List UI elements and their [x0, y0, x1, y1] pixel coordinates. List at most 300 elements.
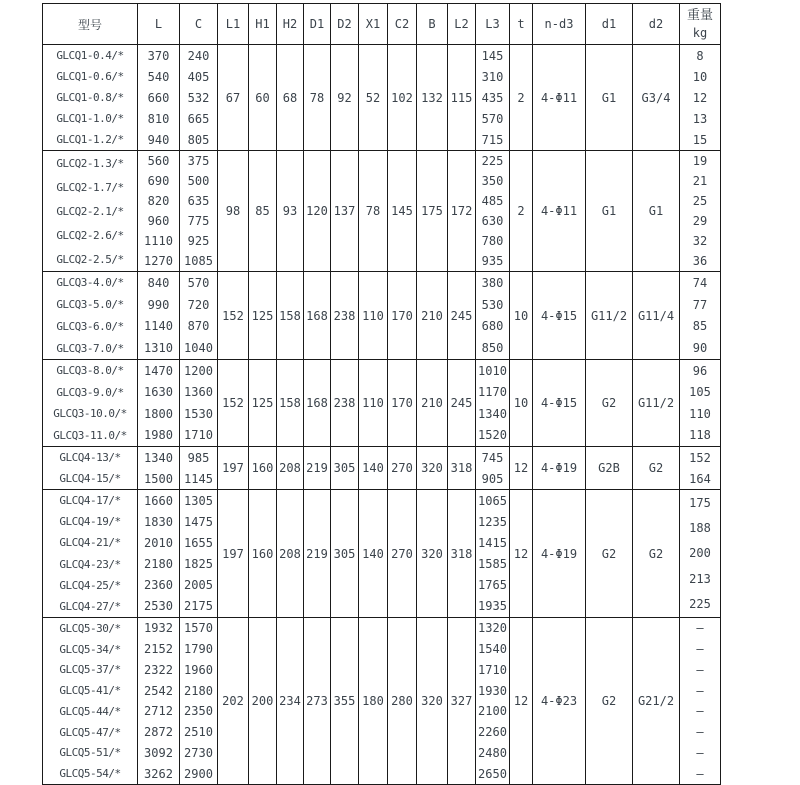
- dim-C-value: 665: [187, 111, 210, 126]
- dim-L3-value: 780: [481, 234, 504, 248]
- thread-d2-value: G11/2: [633, 360, 680, 447]
- dim-L1-value: 197: [218, 490, 249, 618]
- dim-C-stack: [180, 618, 217, 784]
- dim-L3-stack: [476, 360, 509, 446]
- thread-d2-value: G21/2: [633, 618, 680, 785]
- dim-L3-column-cell: [476, 618, 510, 785]
- model-value: GLCQ3-5.0/*: [56, 298, 124, 312]
- dim-L3-value: 225: [481, 154, 504, 168]
- dim-L3-value: 1320: [478, 621, 507, 636]
- dim-C-column-cell: [180, 151, 218, 272]
- model-value: GLCQ2-1.7/*: [56, 180, 124, 194]
- dim-H2-value: 68: [277, 45, 304, 151]
- weight-stack: [680, 272, 720, 359]
- bolt-spec-value: 4-Φ11: [533, 45, 586, 151]
- dim-L-stack: [138, 490, 179, 617]
- weight-value: –: [696, 642, 704, 657]
- dim-B-value: 175: [417, 151, 448, 272]
- dim-C-value: 720: [187, 297, 210, 312]
- dim-L-value: 1660: [144, 493, 173, 508]
- col-header-D2-upper: D2: [331, 4, 359, 45]
- dim-L-column-cell: [138, 447, 180, 490]
- weight-value: 164: [689, 471, 711, 486]
- weight-value: 36: [692, 254, 708, 268]
- dim-H2-value: 93: [277, 151, 304, 272]
- dim-C-value: 1570: [184, 621, 213, 636]
- dim-L3-value: 850: [481, 341, 504, 356]
- dim-L-value: 560: [147, 154, 170, 168]
- dim-X1-value: 180: [359, 618, 388, 785]
- dim-H2-value: 234: [277, 618, 304, 785]
- dim-L-value: 1110: [144, 234, 173, 248]
- dim-L-column-cell: [138, 360, 180, 447]
- dim-C-column-cell: [180, 618, 218, 785]
- model-value: GLCQ5-51/*: [59, 746, 121, 760]
- weight-unit: kg: [692, 26, 708, 40]
- dim-L-value: 1630: [144, 385, 173, 400]
- dim-H1-value: 125: [249, 360, 277, 447]
- group-row: [43, 490, 721, 618]
- dim-L-value: 2542: [144, 683, 173, 698]
- weight-value: 77: [692, 297, 708, 312]
- model-stack: [43, 618, 137, 784]
- dim-C-stack: [180, 272, 217, 359]
- dim-L-value: 990: [147, 297, 170, 312]
- dim-L3-value: 2100: [478, 704, 507, 719]
- dim-L3-value: 1170: [478, 385, 507, 400]
- dim-L3-value: 630: [481, 214, 504, 228]
- dim-L-value: 660: [147, 90, 170, 105]
- col-header-model: 型号: [43, 4, 138, 45]
- model-value: GLCQ5-54/*: [59, 767, 121, 781]
- dim-L3-value: 310: [481, 69, 504, 84]
- dim-D2-value: 92: [331, 45, 359, 151]
- dim-L3-stack: [476, 45, 509, 150]
- dim-B-value: 132: [417, 45, 448, 151]
- model-value: GLCQ3-10.0/*: [53, 407, 127, 421]
- dim-L-column-cell: [138, 45, 180, 151]
- dim-L3-value: 1765: [478, 578, 507, 593]
- weight-value: 200: [689, 546, 711, 561]
- dim-L-stack: [138, 45, 179, 150]
- dim-L3-value: 680: [481, 319, 504, 334]
- dim-D1-value: 168: [304, 272, 331, 360]
- dim-L-stack: [138, 151, 179, 271]
- dim-H2-value: 158: [277, 360, 304, 447]
- dim-D2-value: 305: [331, 447, 359, 490]
- dim-L3-value: 530: [481, 297, 504, 312]
- model-value: GLCQ4-15/*: [59, 472, 121, 485]
- dim-C-value: 925: [187, 234, 210, 248]
- dim-L-value: 3092: [144, 745, 173, 760]
- dim-L-column-cell: [138, 151, 180, 272]
- col-header-D1-upper: D1: [304, 4, 331, 45]
- model-value: GLCQ4-25/*: [59, 578, 121, 592]
- dim-L3-stack: [476, 447, 509, 489]
- weight-value: –: [696, 725, 704, 740]
- dim-L3-value: 2260: [478, 725, 507, 740]
- dim-L-value: 1800: [144, 406, 173, 421]
- model-value: GLCQ4-17/*: [59, 494, 121, 508]
- dim-L-value: 840: [147, 275, 170, 290]
- thread-d2-value: G11/4: [633, 272, 680, 360]
- dim-L3-value: 1930: [478, 683, 507, 698]
- dim-L3-stack: [476, 151, 509, 271]
- dim-L3-column-cell: [476, 360, 510, 447]
- weight-value: 225: [689, 597, 711, 612]
- dim-L1-value: 152: [218, 360, 249, 447]
- dim-L1-value: 202: [218, 618, 249, 785]
- col-header-X1: X1: [359, 4, 388, 45]
- weight-value: 29: [692, 214, 708, 228]
- dim-C-value: 2175: [184, 599, 213, 614]
- thread-d1-value: G2: [586, 618, 633, 785]
- weight-stack: [680, 45, 720, 150]
- dim-L3-value: 1340: [478, 406, 507, 421]
- dim-C-value: 1825: [184, 557, 213, 572]
- dim-C2-value: 145: [388, 151, 417, 272]
- dim-L-column-cell: [138, 618, 180, 785]
- model-value: GLCQ4-19/*: [59, 515, 121, 529]
- bolt-spec-value: 4-Φ19: [533, 447, 586, 490]
- dim-C2-value: 170: [388, 272, 417, 360]
- dim-L1-value: 197: [218, 447, 249, 490]
- weight-value: 96: [692, 363, 708, 378]
- dim-L3-value: 350: [481, 174, 504, 188]
- dim-C-value: 805: [187, 132, 210, 147]
- dim-L-value: 1270: [144, 254, 173, 268]
- weight-value: –: [696, 662, 704, 677]
- dim-H2-value: 208: [277, 447, 304, 490]
- dim-C-stack: [180, 151, 217, 271]
- weight-value: 175: [689, 495, 711, 510]
- dim-C-value: 1960: [184, 662, 213, 677]
- model-stack: [43, 490, 137, 617]
- model-value: GLCQ1-0.8/*: [56, 91, 124, 104]
- dim-L3-value: 1235: [478, 514, 507, 529]
- bolt-spec-value: 4-Φ15: [533, 272, 586, 360]
- dim-C-value: 1200: [184, 363, 213, 378]
- dim-C-value: 1040: [184, 341, 213, 356]
- dim-L-value: 2152: [144, 642, 173, 657]
- dim-D2-value: 305: [331, 490, 359, 618]
- weight-value: 13: [692, 111, 708, 126]
- dim-L-stack: [138, 360, 179, 446]
- weight-value: 32: [692, 234, 708, 248]
- bolt-spec-value: 4-Φ15: [533, 360, 586, 447]
- dim-C-column-cell: [180, 447, 218, 490]
- dim-L2-value: 172: [448, 151, 476, 272]
- dim-D1-value: 120: [304, 151, 331, 272]
- model-value: GLCQ1-0.6/*: [56, 70, 124, 83]
- dim-H1-value: 85: [249, 151, 277, 272]
- dim-L2-value: 245: [448, 360, 476, 447]
- model-value: GLCQ4-27/*: [59, 599, 121, 613]
- model-column-cell: [43, 45, 138, 151]
- dim-L3-column-cell: [476, 272, 510, 360]
- dim-B-value: 320: [417, 490, 448, 618]
- dim-L3-value: 745: [481, 450, 504, 465]
- dim-D1-value: 168: [304, 360, 331, 447]
- dim-L3-value: 570: [481, 111, 504, 126]
- thread-d1-value: G2B: [586, 447, 633, 490]
- dim-C-stack: [180, 45, 217, 150]
- dim-C-value: 1530: [184, 406, 213, 421]
- group-row: [43, 151, 721, 272]
- group-row: [43, 447, 721, 490]
- weight-value: 85: [692, 319, 708, 334]
- col-header-n-d3: n-d3: [533, 4, 586, 45]
- dim-H1-value: 125: [249, 272, 277, 360]
- weight-value: 15: [692, 132, 708, 147]
- dim-L-value: 1932: [144, 621, 173, 636]
- model-column-cell: [43, 490, 138, 618]
- dim-C-value: 570: [187, 275, 210, 290]
- dim-B-value: 210: [417, 360, 448, 447]
- col-header-L3: L3: [476, 4, 510, 45]
- dim-X1-value: 110: [359, 272, 388, 360]
- dim-L-value: 960: [147, 214, 170, 228]
- thread-d1-value: G11/2: [586, 272, 633, 360]
- col-header-L1: L1: [218, 4, 249, 45]
- dim-t-value: 2: [510, 151, 533, 272]
- model-stack: [43, 360, 137, 446]
- dim-L-column-cell: [138, 490, 180, 618]
- weight-value: 12: [692, 90, 708, 105]
- weight-value: –: [696, 745, 704, 760]
- model-column-cell: [43, 360, 138, 447]
- weight-column-cell: [680, 272, 721, 360]
- dim-D2-value: 355: [331, 618, 359, 785]
- group-row: [43, 45, 721, 151]
- dim-L3-value: 715: [481, 132, 504, 147]
- bolt-spec-value: 4-Φ23: [533, 618, 586, 785]
- dim-L-value: 2712: [144, 704, 173, 719]
- model-value: GLCQ4-13/*: [59, 451, 121, 464]
- dim-C-value: 375: [187, 154, 210, 168]
- dim-L3-value: 1710: [478, 662, 507, 677]
- dim-L2-value: 245: [448, 272, 476, 360]
- dim-C-value: 1710: [184, 428, 213, 443]
- dim-t-value: 2: [510, 45, 533, 151]
- dim-L-value: 1140: [144, 319, 173, 334]
- col-header-t: t: [510, 4, 533, 45]
- dim-C-value: 1655: [184, 535, 213, 550]
- dim-L-value: 2872: [144, 725, 173, 740]
- dim-L3-value: 1935: [478, 599, 507, 614]
- model-value: GLCQ5-44/*: [59, 704, 121, 718]
- weight-stack: [680, 447, 720, 489]
- dim-H1-value: 160: [249, 490, 277, 618]
- dim-B-value: 320: [417, 618, 448, 785]
- dim-L3-value: 2480: [478, 745, 507, 760]
- weight-value: 118: [689, 428, 711, 443]
- dim-H1-value: 160: [249, 447, 277, 490]
- model-column-cell: [43, 151, 138, 272]
- thread-d1-value: G2: [586, 490, 633, 618]
- dim-L3-value: 1520: [478, 428, 507, 443]
- dim-L-column-cell: [138, 272, 180, 360]
- dim-C2-value: 270: [388, 490, 417, 618]
- dim-C-value: 635: [187, 194, 210, 208]
- dim-L-stack: [138, 272, 179, 359]
- dim-L-value: 3262: [144, 766, 173, 781]
- model-value: GLCQ3-8.0/*: [56, 364, 124, 378]
- model-value: GLCQ4-23/*: [59, 557, 121, 571]
- dim-L1-value: 67: [218, 45, 249, 151]
- dim-t-value: 12: [510, 490, 533, 618]
- dim-L3-value: 1540: [478, 642, 507, 657]
- thread-d2-value: G3/4: [633, 45, 680, 151]
- weight-stack: [680, 360, 720, 446]
- model-column-cell: [43, 447, 138, 490]
- dim-L3-value: 1010: [478, 363, 507, 378]
- dim-L2-value: 318: [448, 447, 476, 490]
- dim-L3-value: 905: [481, 471, 504, 486]
- dim-C-value: 2900: [184, 766, 213, 781]
- weight-stack: [680, 618, 720, 784]
- weight-value: 213: [689, 571, 711, 586]
- model-value: GLCQ2-2.6/*: [56, 228, 124, 242]
- weight-column-cell: [680, 490, 721, 618]
- dim-C2-value: 102: [388, 45, 417, 151]
- dim-t-value: 12: [510, 618, 533, 785]
- dim-L-value: 2530: [144, 599, 173, 614]
- dim-C-stack: [180, 360, 217, 446]
- dim-C-value: 1475: [184, 514, 213, 529]
- weight-stack: [680, 490, 720, 617]
- dim-D2-value: 238: [331, 360, 359, 447]
- dim-C2-value: 280: [388, 618, 417, 785]
- dim-C-column-cell: [180, 490, 218, 618]
- model-stack: [43, 45, 137, 150]
- dim-H1-value: 200: [249, 618, 277, 785]
- dim-L3-value: 935: [481, 254, 504, 268]
- model-value: GLCQ3-6.0/*: [56, 319, 124, 333]
- dim-C-value: 2350: [184, 704, 213, 719]
- weight-value: 188: [689, 521, 711, 536]
- dim-L-value: 2360: [144, 578, 173, 593]
- dim-L-value: 2010: [144, 535, 173, 550]
- model-stack: [43, 272, 137, 359]
- weight-value: 90: [692, 341, 708, 356]
- dim-C-value: 1085: [184, 254, 213, 268]
- dim-L3-value: 435: [481, 90, 504, 105]
- thread-d1-value: G1: [586, 151, 633, 272]
- dim-C-column-cell: [180, 45, 218, 151]
- dim-L-stack: [138, 447, 179, 489]
- dim-L1-value: 98: [218, 151, 249, 272]
- model-value: GLCQ2-2.1/*: [56, 204, 124, 218]
- weight-column-cell: [680, 151, 721, 272]
- dim-L3-column-cell: [476, 45, 510, 151]
- model-value: GLCQ3-11.0/*: [53, 428, 127, 442]
- dim-C2-value: 170: [388, 360, 417, 447]
- dim-L-value: 1310: [144, 341, 173, 356]
- dim-L3-value: 145: [481, 48, 504, 63]
- model-value: GLCQ2-2.5/*: [56, 252, 124, 266]
- dim-C-value: 532: [187, 90, 210, 105]
- dim-C-value: 1790: [184, 642, 213, 657]
- weight-value: –: [696, 621, 704, 636]
- col-header-weight: [680, 4, 721, 45]
- model-value: GLCQ5-47/*: [59, 725, 121, 739]
- weight-value: 110: [689, 406, 711, 421]
- model-value: GLCQ5-30/*: [59, 621, 121, 635]
- dim-L3-value: 485: [481, 194, 504, 208]
- dim-C-value: 1145: [184, 471, 213, 486]
- col-header-C: C: [180, 4, 218, 45]
- dim-X1-value: 110: [359, 360, 388, 447]
- model-value: GLCQ2-1.3/*: [56, 156, 124, 170]
- model-value: GLCQ1-1.0/*: [56, 112, 124, 125]
- col-header-L2: L2: [448, 4, 476, 45]
- model-column-cell: [43, 618, 138, 785]
- col-header-d2-lower: d2: [633, 4, 680, 45]
- dim-X1-value: 78: [359, 151, 388, 272]
- dim-L3-column-cell: [476, 447, 510, 490]
- dim-D2-value: 137: [331, 151, 359, 272]
- thread-d2-value: G2: [633, 447, 680, 490]
- dim-L3-value: 1065: [478, 493, 507, 508]
- weight-column-cell: [680, 618, 721, 785]
- dim-C-value: 2510: [184, 725, 213, 740]
- dim-C-value: 240: [187, 48, 210, 63]
- group-row: [43, 618, 721, 785]
- dim-L-value: 810: [147, 111, 170, 126]
- dim-L-value: 2322: [144, 662, 173, 677]
- dim-L-value: 1830: [144, 514, 173, 529]
- dim-L3-value: 2650: [478, 766, 507, 781]
- dim-L-value: 1340: [144, 450, 173, 465]
- dim-C-value: 870: [187, 319, 210, 334]
- dim-L3-column-cell: [476, 151, 510, 272]
- dim-L-value: 2180: [144, 557, 173, 572]
- thread-d2-value: G1: [633, 151, 680, 272]
- weight-stack: [680, 151, 720, 271]
- model-value: GLCQ3-9.0/*: [56, 385, 124, 399]
- dim-L-value: 690: [147, 174, 170, 188]
- dim-C-value: 775: [187, 214, 210, 228]
- dim-L3-stack: [476, 618, 509, 784]
- dim-L-value: 1980: [144, 428, 173, 443]
- dim-L3-stack: [476, 272, 509, 359]
- model-value: GLCQ5-41/*: [59, 684, 121, 698]
- dim-L-value: 1470: [144, 363, 173, 378]
- dim-D1-value: 219: [304, 490, 331, 618]
- dim-C-value: 405: [187, 69, 210, 84]
- weight-value: –: [696, 704, 704, 719]
- col-header-H2: H2: [277, 4, 304, 45]
- thread-d1-value: G2: [586, 360, 633, 447]
- dim-L-value: 1500: [144, 471, 173, 486]
- col-header-d1-lower: d1: [586, 4, 633, 45]
- dim-H1-value: 60: [249, 45, 277, 151]
- dim-L3-value: 1415: [478, 535, 507, 550]
- dim-t-value: 10: [510, 360, 533, 447]
- dim-C2-value: 270: [388, 447, 417, 490]
- bolt-spec-value: 4-Φ11: [533, 151, 586, 272]
- model-value: GLCQ1-0.4/*: [56, 49, 124, 62]
- dim-L-value: 540: [147, 69, 170, 84]
- dim-L-value: 940: [147, 132, 170, 147]
- weight-column-cell: [680, 360, 721, 447]
- model-column-cell: [43, 272, 138, 360]
- col-header-C2: C2: [388, 4, 417, 45]
- dim-C-stack: [180, 447, 217, 489]
- dim-H2-value: 158: [277, 272, 304, 360]
- dim-L1-value: 152: [218, 272, 249, 360]
